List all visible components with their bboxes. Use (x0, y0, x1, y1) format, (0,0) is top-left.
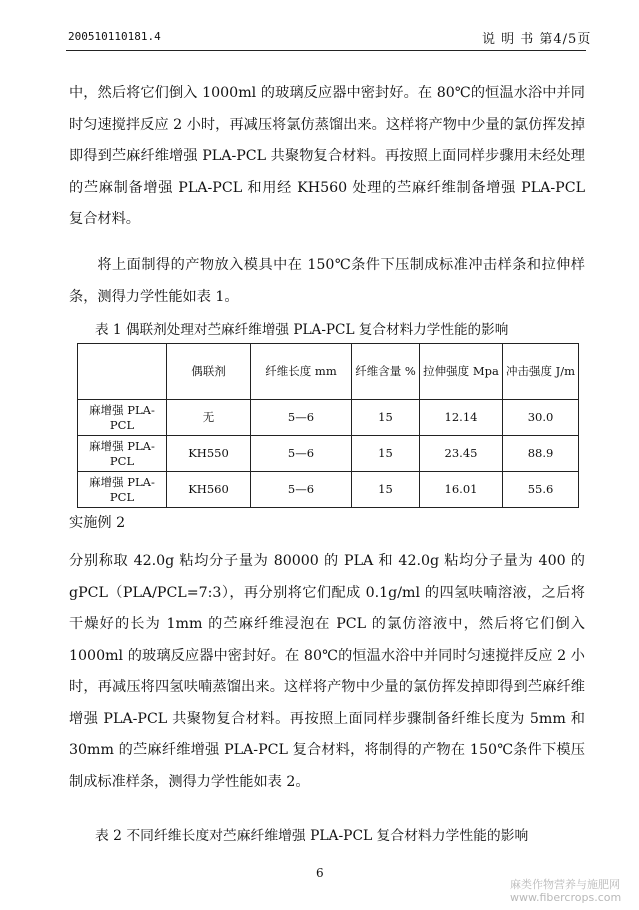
table-cell: 16.01 (420, 472, 503, 508)
page-number: 6 (316, 866, 324, 880)
table1-header-row (78, 344, 579, 400)
table-cell: 23.45 (420, 436, 503, 472)
table1 (77, 343, 579, 508)
table1-header-cell: 偶联剂 (167, 344, 251, 400)
table-cell: 15 (352, 400, 420, 436)
table1-header-cell: 纤维长度 mm (251, 344, 352, 400)
table2-caption: 表 2 不同纤维长度对苎麻纤维增强 PLA-PCL 复合材料力学性能的影响 (95, 828, 529, 844)
table-row (78, 436, 579, 472)
table1-caption: 表 1 偶联剂处理对苎麻纤维增强 PLA-PCL 复合材料力学性能的影响 (95, 322, 509, 338)
table-cell: 麻增强 PLA-PCL (78, 400, 167, 436)
table-cell: 15 (352, 472, 420, 508)
table1-header-cell: 冲击强度 J/m (503, 344, 579, 400)
table-cell: 麻增强 PLA-PCL (78, 436, 167, 472)
paragraph-2: 将上面制得的产物放入模具中在 150℃条件下压制成标准冲击样条和拉伸样条，测得力学性能如表 1。 (69, 257, 585, 305)
table-cell: 30.0 (503, 400, 579, 436)
table-cell: KH560 (167, 472, 251, 508)
section-header: 说 明 书 第4/5页 (482, 32, 592, 47)
table-row (78, 400, 579, 436)
table-cell: 5—6 (251, 436, 352, 472)
table1-header-cell: 拉伸强度 Mpa (420, 344, 503, 400)
table-cell: 12.14 (420, 400, 503, 436)
table-cell: 5—6 (251, 472, 352, 508)
paragraph-3: 分别称取 42.0g 粘均分子量为 80000 的 PLA 和 42.0g 粘均分子量为 400 的gPCL（PLA/PCL=7:3），再分别将它们配成 0.1g/ml 的四氢呋喃溶液，之后将干燥好的长为 1mm 的苎麻纤维浸泡在 PCL 的氯仿溶液中，然后将它们倒入 1000ml 的玻璃反应器中密封好。在 80℃的恒温水浴中并同时匀速搅拌反应 2 小时，再减压将四氢呋喃蒸馏出来。这样将产物中少量的氯仿挥发掉即得到苎麻纤维增强 PLA-PCL 共聚物复合材料。再按照上面同样步骤制备纤维长度为 5mm 和 30mm 的苎麻纤维增强 PLA-PCL 复合材料，将制得的产物在 150℃条件下模压制成标准样条，测得力学性能如表 2。 (69, 553, 585, 790)
table1-header-cell: 纤维含量 % (352, 344, 420, 400)
table-cell: 麻增强 PLA-PCL (78, 472, 167, 508)
paragraph-1: 中，然后将它们倒入 1000ml 的玻璃反应器中密封好。在 80℃的恒温水浴中并同时匀速搅拌反应 2 小时，再减压将氯仿蒸馏出来。这样将产物中少量的氯仿挥发掉即得到苎麻纤维增强 PLA-PCL 共聚物复合材料。再按照上面同样步骤用未经处理的苎麻制备增强 PLA-PCL 和用经 KH560 处理的苎麻纤维制备增强 PLA-PCL 复合材料。 (69, 85, 585, 227)
table-cell: 55.6 (503, 472, 579, 508)
document-number: 200510110181.4 (68, 30, 161, 43)
table-cell: 无 (167, 400, 251, 436)
header-divider (66, 50, 586, 51)
watermark-line-2: www.fibercrops.com (510, 891, 622, 904)
table-cell: 88.9 (503, 436, 579, 472)
table-cell: 5—6 (251, 400, 352, 436)
table-cell: KH550 (167, 436, 251, 472)
watermark-line-1: 麻类作物营养与施肥网 (510, 878, 620, 891)
table1-header-cell (78, 344, 167, 400)
example-2-heading: 实施例 2 (69, 515, 126, 531)
table-row (78, 472, 579, 508)
table-cell: 15 (352, 436, 420, 472)
watermark (510, 878, 621, 904)
